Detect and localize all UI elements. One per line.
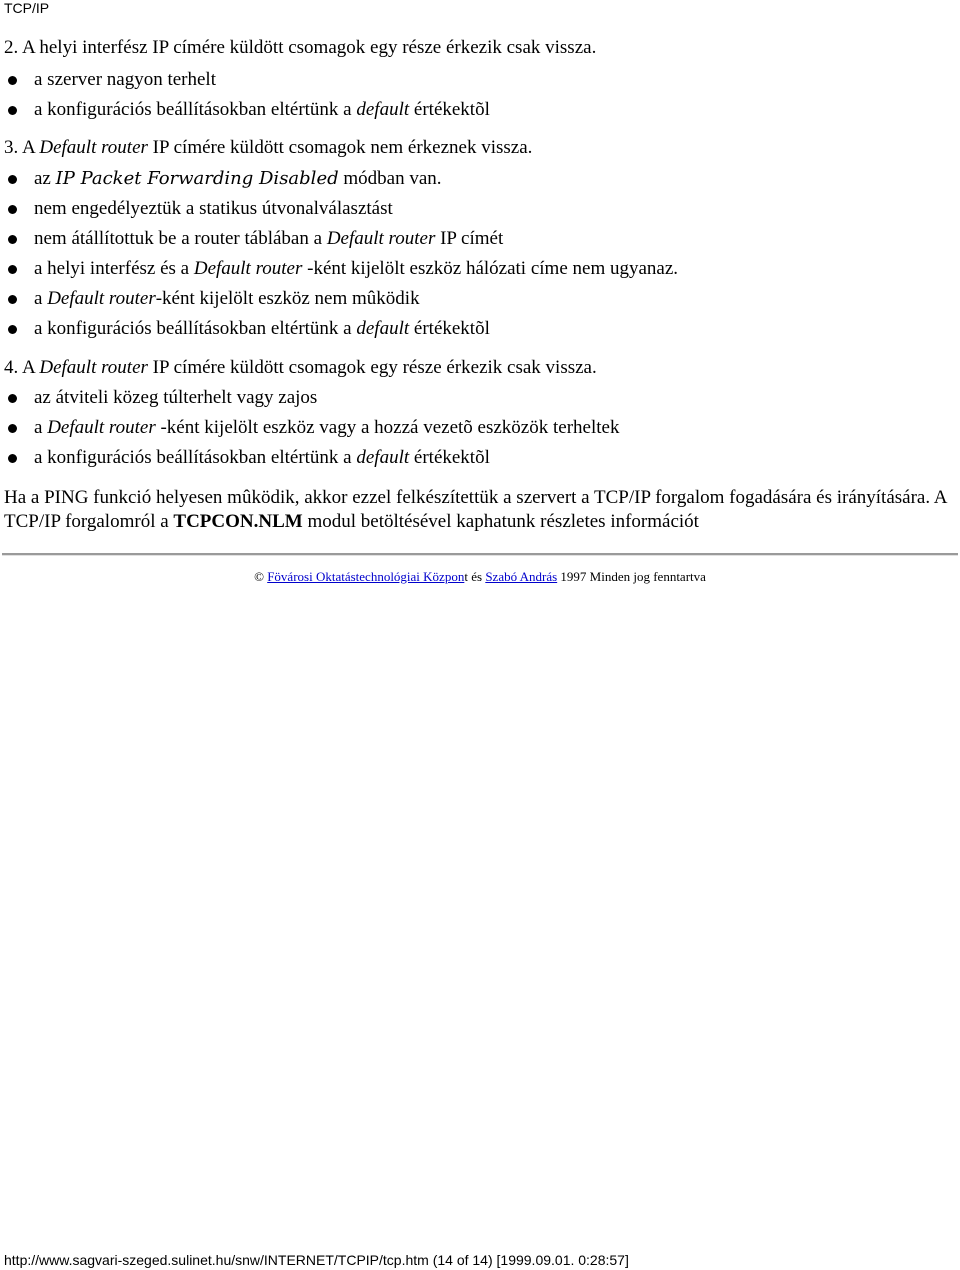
list-item: a konfigurációs beállításokban eltértünk a default értékektõl (34, 447, 490, 469)
list-item: a Default router -ként kijelölt eszköz vagy a hozzá vezetõ eszközök terheltek (34, 417, 619, 439)
list-item: a konfigurációs beállításokban eltértünk a default értékektõl (34, 99, 490, 121)
list-item: a szerver nagyon terhelt (34, 69, 216, 91)
bullet-icon (8, 424, 17, 433)
copyright-footer: © Fövárosi Oktatástechnológiai Központ és Szabó András 1997 Minden jog fenntartva (254, 569, 706, 584)
list-item: a helyi interfész és a Default router -ként kijelölt eszköz hálózati címe nem ugyanaz. (34, 258, 678, 280)
bullet-icon (8, 394, 17, 403)
list-item: nem átállítottuk be a router táblában a Default router IP címét (34, 228, 503, 250)
link-fovarosi-oktatastechnologiai-kozpont[interactable]: Fövárosi Oktatástechnológiai Közpon (267, 569, 465, 584)
copyright-icon: © (254, 569, 264, 584)
bullet-icon (8, 265, 17, 274)
list-item: az átviteli közeg túlterhelt vagy zajos (34, 387, 317, 409)
step-4-heading: 4. A Default router IP címére küldött csomagok egy része érkezik csak vissza. (4, 357, 597, 378)
page-header-title: TCP/IP (4, 0, 50, 16)
link-szabo-andras[interactable]: Szabó András (485, 569, 558, 584)
bullet-icon (8, 205, 17, 214)
list-item: nem engedélyeztük a statikus útvonalválasztást (34, 198, 393, 220)
step-2-heading: 2. A helyi interfész IP címére küldött csomagok egy része érkezik csak vissza. (4, 37, 597, 58)
step-3-heading: 3. A Default router IP címére küldött csomagok nem érkeznek vissza. (4, 137, 533, 158)
horizontal-rule (2, 553, 958, 556)
bullet-icon (8, 76, 17, 85)
bullet-icon (8, 325, 17, 334)
summary-paragraph: Ha a PING funkció helyesen mûködik, akkor ezzel felkészítettük a szervert a TCP/IP forgalom fogadására és irányítására. A TCP/IP forgalomról a TCPCON.NLM modul betöltésével kaphatunk részletes információt (4, 487, 947, 532)
list-item: a Default router-ként kijelölt eszköz nem mûködik (34, 288, 420, 310)
bullet-icon (8, 295, 17, 304)
list-item: a konfigurációs beállításokban eltértünk a default értékektõl (34, 318, 490, 340)
bullet-icon (8, 454, 17, 463)
bullet-icon (8, 175, 17, 184)
bullet-icon (8, 235, 17, 244)
list-item: az IP Packet Forwarding Disabled módban van. (34, 168, 442, 190)
page-url-footer: http://www.sagvari-szeged.sulinet.hu/snw/INTERNET/TCPIP/tcp.htm (14 of 14) [1999.09.01. 0:28:57] (4, 1252, 629, 1268)
bullet-icon (8, 106, 17, 115)
